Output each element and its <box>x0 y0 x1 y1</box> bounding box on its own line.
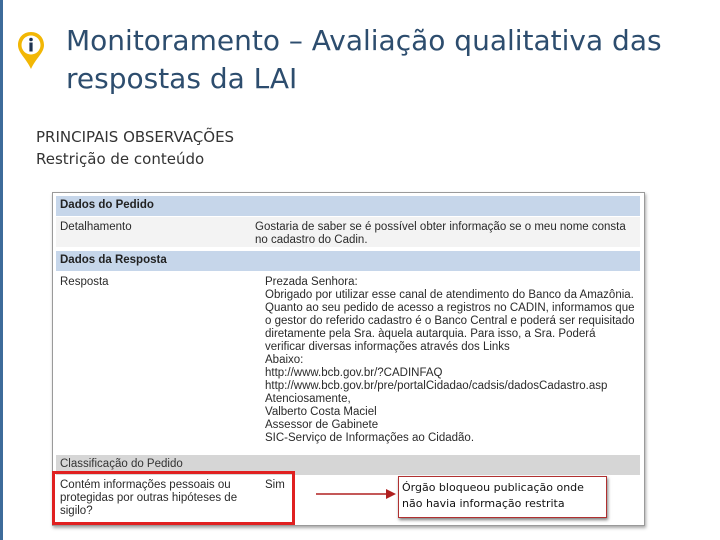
resposta-line: SIC-Serviço de Informações ao Cidadão. <box>265 432 475 444</box>
detalhamento-value <box>255 221 626 247</box>
resposta-line: verificar diversas informações através dos Links <box>265 341 510 353</box>
info-pin-icon <box>16 30 46 70</box>
highlight-box <box>52 471 295 525</box>
arrow-right-icon <box>316 487 396 501</box>
page-title-line-2: respostas da LAI <box>66 62 298 95</box>
sigilo-value: Sim <box>265 479 285 491</box>
page-title-line-1: Monitoramento – Avaliação qualitativa das <box>66 24 662 57</box>
resposta-line: Abaixo: <box>265 354 304 366</box>
annotation-callout <box>398 476 607 518</box>
detalhamento-line: no cadastro do Cadin. <box>255 234 368 246</box>
resposta-line: http://www.bcb.gov.br/pre/portalCidadao/cadsis/dadosCadastro.asp <box>265 380 608 392</box>
callout-line-1: Órgão bloqueou publicação onde <box>402 481 584 494</box>
detalhamento-line: Gostaria de saber se é possível obter informação se o meu nome consta <box>255 221 626 233</box>
section-bar-classificacao: Classificação do Pedido <box>56 455 640 475</box>
resposta-line: Valberto Costa Maciel <box>265 406 377 418</box>
resposta-text <box>265 276 635 445</box>
observations-heading <box>36 126 234 170</box>
sigilo-line: Contém informações pessoais ou <box>60 479 231 491</box>
resposta-line: Atenciosamente, <box>265 393 351 405</box>
resposta-line: Obrigado por utilizar esse canal de atendimento do Banco da Amazônia. <box>265 289 634 301</box>
resposta-label: Resposta <box>60 276 109 288</box>
observations-topic: Restrição de conteúdo <box>36 150 205 168</box>
resposta-line: http://www.bcb.gov.br/?CADINFAQ <box>265 367 443 379</box>
sigilo-line: protegidas por outras hipóteses de <box>60 492 238 504</box>
left-edge-rule <box>0 0 3 540</box>
observations-label: PRINCIPAIS OBSERVAÇÕES <box>36 128 235 146</box>
resposta-line: Quanto ao seu pedido de acesso a registros no CADIN, informamos que <box>265 302 635 314</box>
resposta-line: Assessor de Gabinete <box>265 419 379 431</box>
detalhamento-label: Detalhamento <box>60 221 132 233</box>
section-bar-resposta: Dados da Resposta <box>56 251 640 271</box>
resposta-line: diretamente pela Sra. àquela autarquia. Para isso, a Sra. Poderá <box>265 328 596 340</box>
section-bar-pedido: Dados do Pedido <box>56 196 640 216</box>
resposta-line: o gestor do referido cadastro é o Banco Central e poderá ser requisitado <box>265 315 635 327</box>
resposta-line: Prezada Senhora: <box>265 276 358 288</box>
callout-line-2: não havia informação restrita <box>402 497 565 510</box>
sigilo-line: sigilo? <box>60 505 93 517</box>
page-title <box>66 22 706 98</box>
